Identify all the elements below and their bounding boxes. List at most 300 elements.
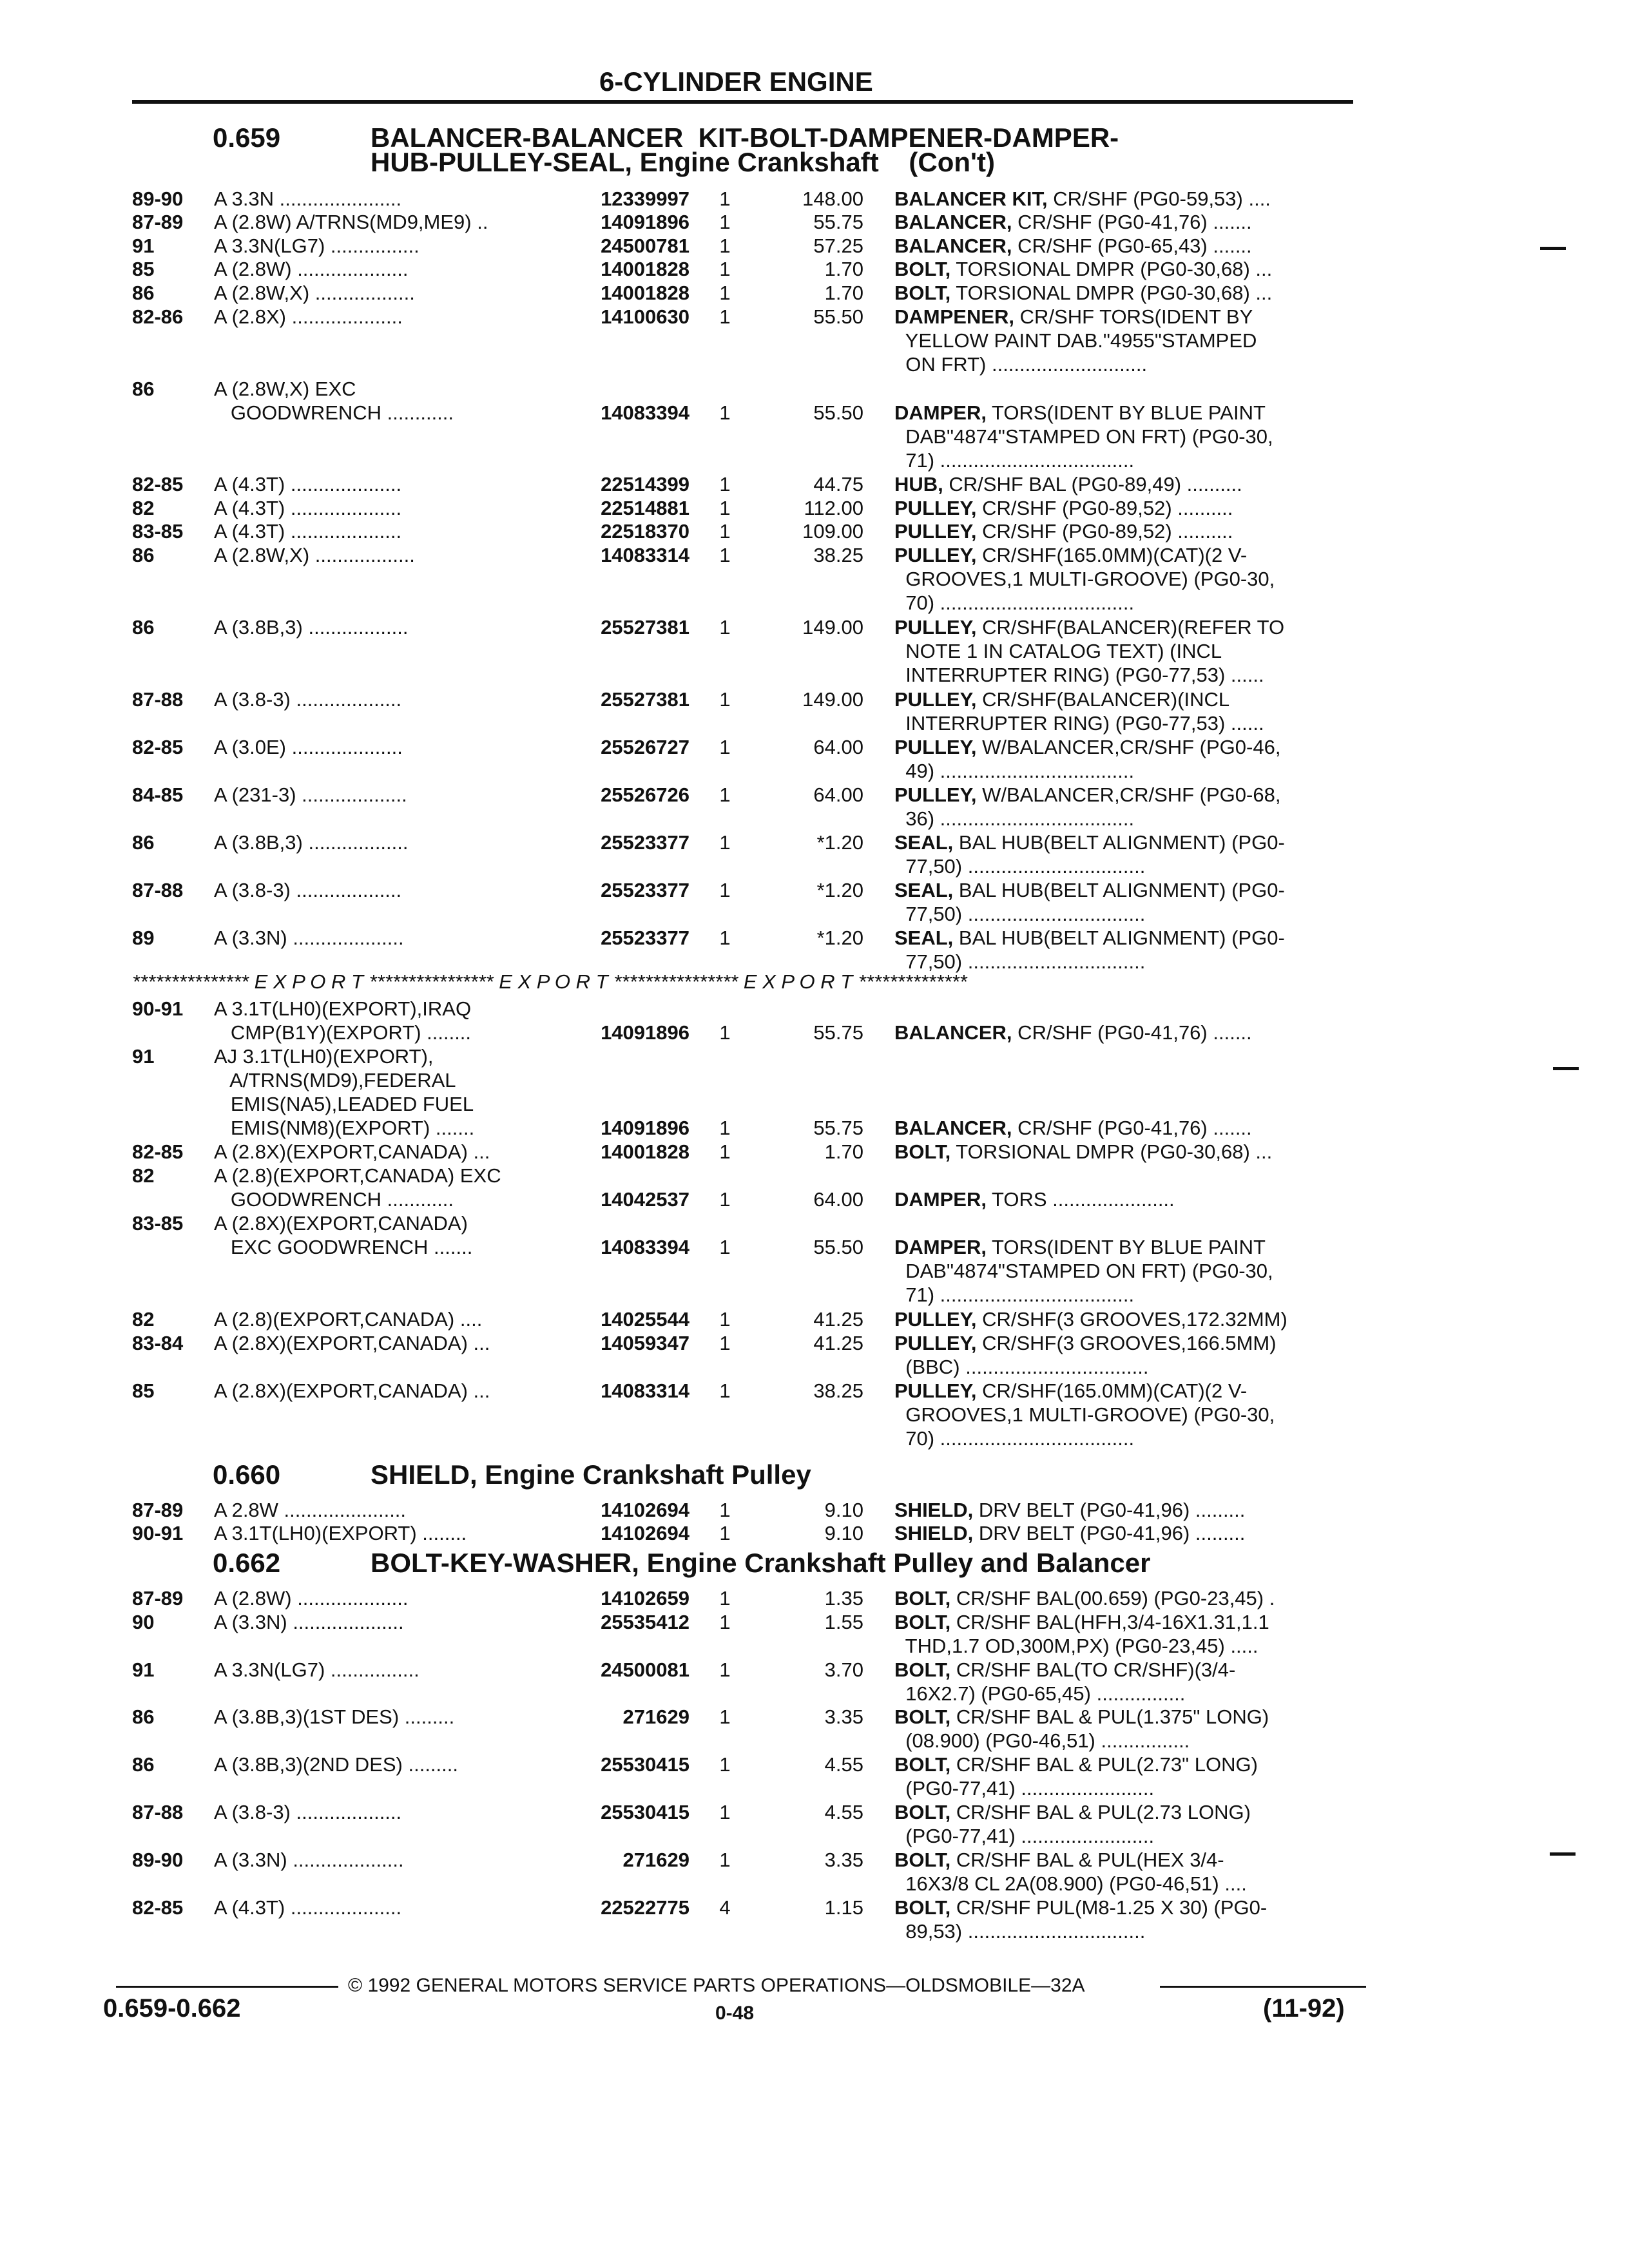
part-number: 22518370: [601, 520, 689, 543]
quantity: 1: [719, 1658, 731, 1681]
part-number: 14025544: [601, 1308, 689, 1331]
application-description: A (4.3T) ....................: [214, 520, 402, 543]
price: 109.00: [802, 520, 863, 543]
quantity: 1: [719, 1611, 731, 1633]
part-number: 14102694: [601, 1522, 689, 1544]
section-title: HUB-PULLEY-SEAL, Engine Crankshaft (Con't): [371, 147, 996, 177]
part-number: 271629: [622, 1849, 689, 1871]
part-name: [894, 878, 1358, 926]
application-description: A (2.8W,X) ..................: [214, 282, 415, 304]
quantity: 1: [719, 473, 731, 495]
price: 1.55: [824, 1611, 863, 1633]
part-name-keyword: PULLEY,: [894, 1332, 977, 1354]
application-description: A (3.3N) ....................: [214, 1849, 404, 1871]
part-name-keyword: BOLT,: [894, 282, 951, 304]
model-years: 87-89: [132, 1587, 184, 1610]
part-name: [894, 1848, 1358, 1896]
part-name: [894, 1021, 1358, 1044]
part-name: [894, 210, 1358, 234]
part-name: [894, 543, 1358, 615]
model-years: 82: [132, 1164, 155, 1187]
model-years: 89-90: [132, 1849, 184, 1871]
application-description: A (231-3) ...................: [214, 783, 407, 806]
application-description: A (3.0E) ....................: [214, 736, 403, 758]
model-years: 83-85: [132, 520, 184, 543]
part-name-detail: TORSIONAL DMPR (PG0-30,68) ...: [950, 282, 1273, 304]
price: 38.25: [813, 544, 863, 566]
application-description: A (2.8W) ....................: [214, 258, 409, 280]
part-name-detail: TORS(IDENT BY BLUE PAINT DAB"4874"STAMPED ON FRT) (PG0-30, 71) ...................................: [905, 1236, 1273, 1306]
application-description: A (2.8W,X) EXC GOODWRENCH ............: [214, 378, 454, 424]
part-name: [894, 281, 1358, 305]
price: 9.10: [824, 1522, 863, 1544]
quantity: 1: [719, 401, 731, 424]
part-name-detail: BAL HUB(BELT ALIGNMENT) (PG0- 77,50) ................................: [905, 927, 1285, 973]
part-name-detail: CR/SHF (PG0-89,52) ..........: [976, 520, 1233, 543]
section-title: BOLT-KEY-WASHER, Engine Crankshaft Pulley and Balancer: [371, 1548, 1151, 1578]
part-name-keyword: PULLEY,: [894, 520, 977, 543]
application-description: A (2.8X)(EXPORT,CANADA) ...: [214, 1332, 490, 1354]
part-name-detail: CR/SHF (PG0-65,43) .......: [1012, 235, 1252, 257]
part-number: 25527381: [601, 616, 689, 639]
quantity: 1: [719, 1522, 731, 1544]
price: 44.75: [813, 473, 863, 495]
part-number: 14001828: [601, 1140, 689, 1163]
model-years: 82-86: [132, 305, 184, 328]
part-number: 22514881: [601, 497, 689, 519]
model-years: 86: [132, 544, 155, 566]
application-description: A (3.8B,3) ..................: [214, 616, 409, 639]
part-name-detail: CR/SHF(BALANCER)(REFER TO NOTE 1 IN CATALOG TEXT) (INCL INTERRUPTER RING) (PG0-77,53) ......: [905, 616, 1285, 686]
price: 3.35: [824, 1849, 863, 1871]
part-number: 25523377: [601, 927, 689, 949]
part-number: 14100630: [601, 305, 689, 328]
model-years: 87-89: [132, 211, 184, 233]
application-description: AJ 3.1T(LH0)(EXPORT), A/TRNS(MD9),FEDERAL EMIS(NA5),LEADED FUEL EMIS(NM8)(EXPORT) .......: [214, 1045, 475, 1139]
margin-mark: [1550, 1852, 1576, 1856]
part-name-keyword: BOLT,: [894, 1753, 951, 1776]
model-years: 83-84: [132, 1332, 184, 1354]
part-name-detail: CR/SHF (PG0-59,53) ....: [1047, 187, 1271, 210]
part-name: [894, 1800, 1358, 1848]
part-name: [894, 1586, 1358, 1610]
part-name-keyword: BOLT,: [894, 1706, 951, 1728]
part-name-detail: CR/SHF BAL & PUL(2.73 LONG) (PG0-77,41) ........................: [905, 1801, 1251, 1847]
part-name-detail: CR/SHF BAL & PUL(1.375" LONG) (08.900) (PG0-46,51) ................: [905, 1706, 1269, 1752]
part-name-keyword: BOLT,: [894, 1801, 951, 1823]
part-name: [894, 831, 1358, 878]
part-number: 25526727: [601, 736, 689, 758]
price: 149.00: [802, 616, 863, 639]
part-name-keyword: BALANCER,: [894, 1021, 1012, 1044]
price: 41.25: [813, 1332, 863, 1354]
part-name-detail: TORSIONAL DMPR (PG0-30,68) ...: [950, 258, 1273, 280]
part-name-detail: CR/SHF BAL(00.659) (PG0-23,45) .: [950, 1587, 1275, 1610]
part-name-keyword: BOLT,: [894, 1611, 951, 1633]
part-name-keyword: PULLEY,: [894, 1308, 977, 1331]
part-number: 25523377: [601, 879, 689, 901]
model-years: 87-88: [132, 688, 184, 711]
part-name-detail: W/BALANCER,CR/SHF (PG0-46, 49) ...................................: [905, 736, 1281, 782]
model-years: 87-88: [132, 1801, 184, 1823]
quantity: 1: [719, 1801, 731, 1823]
part-name-detail: CR/SHF (PG0-41,76) .......: [1012, 1117, 1252, 1139]
part-name: [894, 1235, 1358, 1307]
page-number: 0-48: [715, 2003, 755, 2024]
price: 4.55: [824, 1753, 863, 1776]
model-years: 86: [132, 831, 155, 854]
quantity: 1: [719, 1021, 731, 1044]
part-name-keyword: PULLEY,: [894, 736, 977, 758]
application-description: A 3.1T(LH0)(EXPORT),IRAQ CMP(B1Y)(EXPORT) ........: [214, 997, 472, 1044]
part-number: 22514399: [601, 473, 689, 495]
model-years: 85: [132, 1379, 155, 1402]
export-banner: *************** E X P O R T **************** E X P O R T **************** E X P O R T **************: [132, 970, 967, 993]
quantity: 1: [719, 1140, 731, 1163]
price: 3.70: [824, 1658, 863, 1681]
part-name-detail: CR/SHF (PG0-41,76) .......: [1012, 1021, 1252, 1044]
quantity: 1: [719, 235, 731, 257]
quantity: 1: [719, 1849, 731, 1871]
application-description: A 3.3N(LG7) ................: [214, 235, 419, 257]
part-number: 25523377: [601, 831, 689, 854]
part-name: [894, 401, 1358, 472]
section-title: BALANCER-BALANCER KIT-BOLT-DAMPENER-DAMPER-: [371, 122, 1119, 153]
price: 64.00: [813, 1188, 863, 1211]
page-header: 6-CYLINDER ENGINE: [599, 66, 873, 97]
model-years: 84-85: [132, 783, 184, 806]
model-years: 91: [132, 235, 155, 257]
part-name-keyword: DAMPER,: [894, 1188, 987, 1211]
application-description: A (3.8B,3)(1ST DES) .........: [214, 1706, 455, 1728]
part-name: [894, 519, 1358, 543]
model-years: 86: [132, 282, 155, 304]
part-number: 14059347: [601, 1332, 689, 1354]
part-name: [894, 1521, 1358, 1545]
part-name-keyword: BOLT,: [894, 258, 951, 280]
part-name: [894, 926, 1358, 974]
part-name-keyword: PULLEY,: [894, 616, 977, 639]
price: 149.00: [802, 688, 863, 711]
price: 4.55: [824, 1801, 863, 1823]
part-number: 24500781: [601, 235, 689, 257]
price: 3.35: [824, 1706, 863, 1728]
part-name: [894, 1331, 1358, 1379]
part-number: 14001828: [601, 258, 689, 280]
section-number: 0.660: [213, 1459, 281, 1490]
application-description: A (4.3T) ....................: [214, 1896, 402, 1919]
model-years: 87-89: [132, 1499, 184, 1521]
part-name: [894, 1307, 1358, 1331]
application-description: A (3.8-3) ...................: [214, 1801, 402, 1823]
part-name-detail: CR/SHF (PG0-89,52) ..........: [976, 497, 1233, 519]
quantity: 1: [719, 497, 731, 519]
quantity: 1: [719, 187, 731, 210]
quantity: 1: [719, 616, 731, 639]
application-description: A 3.3N ......................: [214, 187, 402, 210]
part-name: [894, 1116, 1358, 1140]
part-number: 14102659: [601, 1587, 689, 1610]
price: 1.70: [824, 1140, 863, 1163]
model-years: 82: [132, 497, 155, 519]
price: 1.15: [824, 1896, 863, 1919]
part-name-keyword: BOLT,: [894, 1587, 951, 1610]
part-number: 14102694: [601, 1499, 689, 1521]
footer-rule-left: [116, 1986, 338, 1988]
price: 55.50: [813, 1236, 863, 1258]
price: 148.00: [802, 187, 863, 210]
section-range: 0.659-0.662: [103, 1994, 241, 2023]
part-name-keyword: PULLEY,: [894, 544, 977, 566]
application-description: A (2.8X)(EXPORT,CANADA) ...: [214, 1140, 490, 1163]
quantity: 1: [719, 1188, 731, 1211]
model-years: 87-88: [132, 879, 184, 901]
quantity: 1: [719, 927, 731, 949]
part-name: [894, 1658, 1358, 1706]
model-years: 86: [132, 1706, 155, 1728]
model-years: 90: [132, 1611, 155, 1633]
application-description: A (4.3T) ....................: [214, 497, 402, 519]
part-name-keyword: HUB,: [894, 473, 943, 495]
part-name: [894, 496, 1358, 520]
quantity: 1: [719, 282, 731, 304]
part-number: 25526726: [601, 783, 689, 806]
price: 55.75: [813, 211, 863, 233]
model-years: 83-85: [132, 1212, 184, 1235]
price: 64.00: [813, 783, 863, 806]
part-number: 14001828: [601, 282, 689, 304]
application-description: A (2.8X)(EXPORT,CANADA) ...: [214, 1379, 490, 1402]
quantity: 1: [719, 1117, 731, 1139]
part-number: 25530415: [601, 1753, 689, 1776]
price: *1.20: [816, 927, 863, 949]
part-name-detail: CR/SHF(BALANCER)(INCL INTERRUPTER RING) (PG0-77,53) ......: [905, 688, 1264, 735]
model-years: 82-85: [132, 473, 184, 495]
part-name: [894, 615, 1358, 687]
application-description: A (2.8W) ....................: [214, 1587, 409, 1610]
part-number: 25530415: [601, 1801, 689, 1823]
part-name-keyword: BALANCER,: [894, 211, 1012, 233]
header-rule: [132, 100, 1353, 104]
part-name: [894, 1379, 1358, 1450]
part-name-keyword: BOLT,: [894, 1140, 951, 1163]
part-name-detail: CR/SHF BAL (PG0-89,49) ..........: [943, 473, 1242, 495]
copyright-notice: © 1992 GENERAL MOTORS SERVICE PARTS OPERATIONS—OLDSMOBILE—32A: [348, 1975, 1085, 1996]
application-description: A 3.1T(LH0)(EXPORT) ........: [214, 1522, 467, 1544]
part-name: [894, 783, 1358, 831]
application-description: A (2.8W,X) ..................: [214, 544, 415, 566]
section-number: 0.662: [213, 1548, 281, 1578]
quantity: 1: [719, 1332, 731, 1354]
part-name-keyword: SHIELD,: [894, 1499, 974, 1521]
price: 112.00: [804, 497, 863, 519]
part-name-detail: W/BALANCER,CR/SHF (PG0-68, 36) ...................................: [905, 783, 1281, 830]
quantity: 4: [719, 1896, 731, 1919]
price: 55.75: [813, 1117, 863, 1139]
part-name-keyword: DAMPENER,: [894, 305, 1015, 328]
application-description: A (3.3N) ....................: [214, 1611, 404, 1633]
part-name-keyword: SEAL,: [894, 831, 954, 854]
quantity: 1: [719, 1379, 731, 1402]
application-description: A (2.8W) A/TRNS(MD9,ME9) ..: [214, 211, 488, 233]
model-years: 89-90: [132, 187, 184, 210]
part-name: [894, 735, 1358, 783]
quantity: 1: [719, 1236, 731, 1258]
footer-rule-right: [1160, 1986, 1366, 1988]
part-name-detail: TORS(IDENT BY BLUE PAINT DAB"4874"STAMPED ON FRT) (PG0-30, 71) ...................................: [905, 401, 1273, 472]
part-number: 14083394: [601, 401, 689, 424]
part-name-detail: CR/SHF BAL(TO CR/SHF)(3/4- 16X2.7) (PG0-65,45) ................: [905, 1658, 1236, 1705]
application-description: A 3.3N(LG7) ................: [214, 1658, 419, 1681]
part-name-detail: DRV BELT (PG0-41,96) .........: [973, 1522, 1246, 1544]
application-description: A (2.8)(EXPORT,CANADA) EXC GOODWRENCH ............: [214, 1164, 501, 1211]
revision-date: (11-92): [1263, 1994, 1345, 2023]
part-number: 14091896: [601, 1117, 689, 1139]
price: 41.25: [813, 1308, 863, 1331]
part-name-keyword: BALANCER,: [894, 235, 1012, 257]
part-name-detail: CR/SHF BAL(HFH,3/4-16X1.31,1.1 THD,1.7 OD,300M,PX) (PG0-23,45) .....: [905, 1611, 1269, 1657]
part-name-detail: TORS ......................: [986, 1188, 1175, 1211]
quantity: 1: [719, 305, 731, 328]
part-name-keyword: BOLT,: [894, 1896, 951, 1919]
part-name: [894, 257, 1358, 281]
part-name: [894, 1896, 1358, 1943]
model-years: 90-91: [132, 1522, 184, 1544]
part-name: [894, 1140, 1358, 1164]
model-years: 91: [132, 1045, 155, 1068]
price: 1.35: [824, 1587, 863, 1610]
price: 55.50: [813, 401, 863, 424]
model-years: 82: [132, 1308, 155, 1331]
part-name-keyword: SHIELD,: [894, 1522, 974, 1544]
part-name-detail: BAL HUB(BELT ALIGNMENT) (PG0- 77,50) ................................: [905, 831, 1285, 878]
quantity: 1: [719, 831, 731, 854]
quantity: 1: [719, 544, 731, 566]
part-name-detail: CR/SHF BAL & PUL(2.73" LONG) (PG0-77,41) ........................: [905, 1753, 1258, 1800]
part-name-keyword: DAMPER,: [894, 401, 987, 424]
quantity: 1: [719, 879, 731, 901]
model-years: 86: [132, 1753, 155, 1776]
part-number: 25527381: [601, 688, 689, 711]
margin-mark: [1540, 247, 1566, 250]
margin-mark: [1553, 1067, 1579, 1070]
part-name-keyword: PULLEY,: [894, 783, 977, 806]
price: 55.50: [813, 305, 863, 328]
quantity: 1: [719, 258, 731, 280]
part-name: [894, 1610, 1358, 1658]
part-name: [894, 1753, 1358, 1800]
part-name: [894, 187, 1358, 211]
part-name-keyword: BALANCER KIT,: [894, 187, 1048, 210]
application-description: A (4.3T) ....................: [214, 473, 402, 495]
part-name-detail: CR/SHF(165.0MM)(CAT)(2 V- GROOVES,1 MULTI-GROOVE) (PG0-30, 70) ...................................: [905, 1379, 1275, 1450]
model-years: 82-85: [132, 1140, 184, 1163]
part-name-keyword: PULLEY,: [894, 688, 977, 711]
quantity: 1: [719, 520, 731, 543]
part-number: 271629: [622, 1706, 689, 1728]
part-name-keyword: BOLT,: [894, 1658, 951, 1681]
part-name-detail: CR/SHF BAL & PUL(HEX 3/4- 16X3/8 CL 2A(08.900) (PG0-46,51) ....: [905, 1849, 1247, 1895]
application-description: A (2.8)(EXPORT,CANADA) ....: [214, 1308, 483, 1331]
part-number: 14083394: [601, 1236, 689, 1258]
part-name-keyword: DAMPER,: [894, 1236, 987, 1258]
part-name-keyword: BALANCER,: [894, 1117, 1012, 1139]
part-name-detail: DRV BELT (PG0-41,96) .........: [973, 1499, 1246, 1521]
part-number: 14083314: [601, 544, 689, 566]
part-name: [894, 687, 1358, 735]
quantity: 1: [719, 783, 731, 806]
part-number: 14091896: [601, 211, 689, 233]
part-name: [894, 1187, 1358, 1211]
price: 1.70: [824, 258, 863, 280]
part-number: 25535412: [601, 1611, 689, 1633]
part-name: [894, 234, 1358, 258]
model-years: 91: [132, 1658, 155, 1681]
part-number: 24500081: [601, 1658, 689, 1681]
price: 64.00: [813, 736, 863, 758]
quantity: 1: [719, 736, 731, 758]
section-title: SHIELD, Engine Crankshaft Pulley: [371, 1459, 811, 1490]
application-description: A (2.8X) ....................: [214, 305, 403, 328]
part-name: [894, 472, 1358, 496]
model-years: 90-91: [132, 997, 184, 1020]
model-years: 85: [132, 258, 155, 280]
section-number: 0.659: [213, 122, 281, 153]
quantity: 1: [719, 1499, 731, 1521]
part-number: 12339997: [601, 187, 689, 210]
part-name-detail: CR/SHF (PG0-41,76) .......: [1012, 211, 1252, 233]
model-years: 82-85: [132, 1896, 184, 1919]
part-name-keyword: PULLEY,: [894, 1379, 977, 1402]
price: 57.25: [813, 235, 863, 257]
application-description: A (3.8B,3) ..................: [214, 831, 409, 854]
price: 9.10: [824, 1499, 863, 1521]
part-name-keyword: SEAL,: [894, 879, 954, 901]
quantity: 1: [719, 211, 731, 233]
model-years: 89: [132, 927, 155, 949]
price: *1.20: [816, 831, 863, 854]
part-number: 22522775: [601, 1896, 689, 1919]
part-name: [894, 1498, 1358, 1522]
model-years: 86: [132, 378, 155, 400]
part-number: 14091896: [601, 1021, 689, 1044]
quantity: 1: [719, 688, 731, 711]
part-name-detail: CR/SHF(3 GROOVES,172.32MM): [976, 1308, 1287, 1331]
price: 1.70: [824, 282, 863, 304]
quantity: 1: [719, 1706, 731, 1728]
part-name-keyword: BOLT,: [894, 1849, 951, 1871]
part-name: [894, 305, 1358, 376]
part-number: 14083314: [601, 1379, 689, 1402]
part-name-keyword: SEAL,: [894, 927, 954, 949]
price: 38.25: [813, 1379, 863, 1402]
application-description: A 2.8W ......................: [214, 1499, 407, 1521]
part-number: 14042537: [601, 1188, 689, 1211]
part-name-detail: CR/SHF PUL(M8-1.25 X 30) (PG0- 89,53) ................................: [905, 1896, 1268, 1943]
application-description: A (3.8B,3)(2ND DES) .........: [214, 1753, 458, 1776]
model-years: 86: [132, 616, 155, 639]
part-name-keyword: PULLEY,: [894, 497, 977, 519]
application-description: A (3.8-3) ...................: [214, 688, 402, 711]
quantity: 1: [719, 1587, 731, 1610]
part-name-detail: TORSIONAL DMPR (PG0-30,68) ...: [950, 1140, 1273, 1163]
part-name-detail: CR/SHF(3 GROOVES,166.5MM) (BBC) .................................: [905, 1332, 1277, 1378]
application-description: A (2.8X)(EXPORT,CANADA) EXC GOODWRENCH .......: [214, 1212, 473, 1258]
quantity: 1: [719, 1753, 731, 1776]
application-description: A (3.8-3) ...................: [214, 879, 402, 901]
application-description: A (3.3N) ....................: [214, 927, 404, 949]
part-name-detail: BAL HUB(BELT ALIGNMENT) (PG0- 77,50) ................................: [905, 879, 1285, 925]
